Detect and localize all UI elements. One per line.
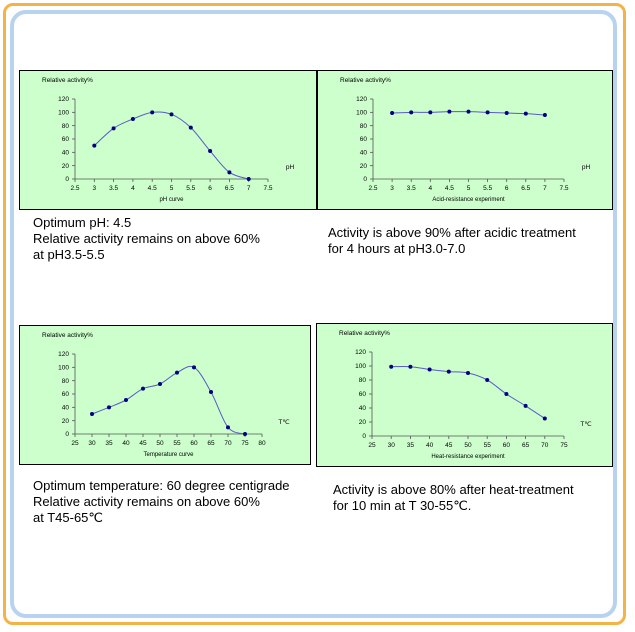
- y-tick-label: 40: [358, 405, 366, 413]
- y-tick-label: 60: [61, 391, 69, 399]
- x-tick-label: 70: [541, 442, 549, 449]
- data-point: [112, 126, 116, 130]
- y-tick-label: 100: [355, 363, 366, 371]
- data-point: [543, 113, 547, 117]
- chart-svg: [20, 71, 316, 209]
- data-point: [158, 382, 162, 386]
- data-point: [107, 405, 111, 409]
- x-tick-label: 3.5: [406, 185, 416, 192]
- x-tick-label: 65: [521, 442, 530, 449]
- data-point: [243, 432, 247, 436]
- data-point: [170, 112, 174, 116]
- x-tick-label: 65: [207, 440, 215, 447]
- data-point: [524, 112, 528, 116]
- data-point: [524, 404, 528, 408]
- y-tick-label: 0: [363, 176, 367, 184]
- x-tick-label: 6: [504, 185, 509, 192]
- x-tick-label: 3: [390, 185, 394, 192]
- acid-resistance-caption: [328, 225, 576, 257]
- x-tick-label: 3: [92, 185, 97, 192]
- x-tick-label: 60: [190, 440, 198, 447]
- data-point: [428, 110, 432, 114]
- data-point: [192, 365, 196, 369]
- data-point: [389, 365, 393, 369]
- x-tick-label: 55: [173, 440, 181, 447]
- y-tick-label: 80: [61, 377, 69, 385]
- x-axis-label: pH: [581, 164, 591, 171]
- x-tick-label: 2.5: [70, 185, 80, 192]
- data-point: [90, 412, 94, 416]
- x-tick-label: 50: [464, 442, 472, 449]
- x-tick-label: 80: [258, 440, 266, 447]
- x-tick-label: 50: [156, 440, 164, 447]
- chart-title: Relative activity%: [340, 77, 391, 84]
- x-axis-label: T℃: [580, 421, 592, 428]
- x-tick-label: 5.5: [186, 185, 196, 192]
- caption-line: Optimum temperature: 60 degree centigrade: [33, 478, 290, 493]
- caption-line: Relative activity remains on above 60%: [33, 231, 260, 246]
- x-tick-label: 35: [406, 442, 415, 449]
- y-tick-label: 80: [61, 122, 69, 130]
- y-tick-label: 20: [359, 162, 367, 170]
- series-line: [94, 112, 248, 179]
- data-point: [504, 392, 508, 396]
- x-axis-label: pH: [285, 164, 295, 171]
- x-tick-label: 5.5: [483, 185, 493, 192]
- data-point: [543, 417, 547, 421]
- x-tick-label: 40: [122, 440, 130, 447]
- x-tick-label: 35: [105, 440, 113, 447]
- caption-line: at T45-65℃: [33, 510, 104, 525]
- data-point: [208, 149, 212, 153]
- x-tick-label: 30: [88, 440, 96, 447]
- y-tick-label: 80: [359, 122, 367, 130]
- y-tick-label: 40: [61, 149, 69, 157]
- caption-line: Activity is above 90% after acidic treatment: [328, 225, 576, 240]
- data-point: [226, 425, 230, 429]
- y-tick-label: 0: [65, 431, 69, 439]
- caption-line: for 4 hours at pH3.0-7.0: [328, 241, 466, 256]
- data-point: [390, 111, 394, 115]
- x-tick-label: 6.5: [224, 185, 234, 192]
- x-tick-label: 4: [428, 185, 433, 192]
- y-tick-label: 20: [61, 162, 69, 170]
- y-tick-label: 60: [359, 136, 367, 144]
- x-tick-label: 3.5: [109, 185, 119, 192]
- data-point: [209, 390, 213, 394]
- series-line: [92, 366, 245, 434]
- x-tick-label: 5: [169, 185, 174, 192]
- y-tick-label: 100: [356, 109, 367, 117]
- data-point: [409, 110, 413, 114]
- y-tick-label: 100: [58, 109, 69, 117]
- data-point: [227, 170, 231, 174]
- caption-line: Relative activity remains on above 60%: [33, 494, 260, 509]
- chart-title: Relative activity%: [42, 332, 93, 339]
- x-tick-label: 75: [241, 440, 249, 447]
- y-tick-label: 40: [61, 404, 69, 412]
- x-tick-label: 60: [502, 442, 511, 449]
- data-point: [141, 387, 145, 391]
- x-tick-label: 45: [139, 440, 147, 447]
- x-tick-label: 7.5: [559, 185, 569, 192]
- chart-subtitle: pH curve: [159, 197, 184, 203]
- chart-subtitle: Temperature curve: [143, 452, 194, 458]
- data-point: [486, 110, 490, 114]
- x-tick-label: 25: [71, 440, 79, 447]
- y-tick-label: 120: [355, 349, 366, 357]
- data-point: [485, 378, 489, 382]
- data-point: [408, 365, 412, 369]
- caption-line: at pH3.5-5.5: [33, 247, 105, 262]
- temperature-curve-caption: [33, 478, 290, 526]
- y-tick-label: 0: [65, 176, 69, 184]
- y-tick-label: 40: [359, 149, 367, 157]
- data-point: [124, 398, 128, 402]
- y-tick-label: 60: [61, 136, 69, 144]
- caption-line: for 10 min at T 30-55℃.: [333, 498, 472, 513]
- y-tick-label: 80: [358, 377, 366, 385]
- data-point: [175, 371, 179, 375]
- data-point: [189, 126, 193, 130]
- x-tick-label: 25: [368, 442, 376, 449]
- data-point: [447, 110, 451, 114]
- chart-svg: [20, 326, 310, 464]
- x-tick-label: 2.5: [368, 185, 378, 192]
- caption-line: Activity is above 80% after heat-treatment: [333, 482, 574, 497]
- caption-line: Optimum pH: 4.5: [33, 215, 132, 230]
- data-point: [467, 110, 471, 114]
- chart-subtitle: Acid-resistance experiment: [432, 197, 505, 203]
- x-axis-label: T℃: [278, 419, 290, 426]
- data-point: [505, 111, 509, 115]
- acid-resistance-chart: [317, 70, 613, 210]
- x-tick-label: 7: [246, 185, 251, 192]
- data-point: [466, 371, 470, 375]
- data-point: [428, 368, 432, 372]
- x-tick-label: 7: [543, 185, 547, 192]
- x-tick-label: 55: [483, 442, 491, 449]
- chart-subtitle: Heat-resistance experiment: [431, 454, 505, 460]
- y-tick-label: 120: [356, 96, 367, 104]
- y-tick-label: 20: [61, 417, 69, 425]
- data-point: [92, 144, 96, 148]
- x-tick-label: 7.5: [263, 185, 273, 192]
- x-tick-label: 75: [560, 442, 568, 449]
- data-point: [447, 370, 451, 374]
- y-tick-label: 0: [362, 433, 366, 441]
- x-tick-label: 4: [131, 185, 135, 192]
- data-point: [131, 117, 135, 121]
- data-point: [247, 177, 251, 181]
- y-tick-label: 120: [58, 351, 69, 359]
- data-point: [150, 110, 154, 114]
- ph-curve-caption: [33, 215, 260, 263]
- x-tick-label: 5: [466, 185, 471, 192]
- x-tick-label: 40: [425, 442, 434, 449]
- x-tick-label: 6.5: [521, 185, 531, 192]
- ph-curve-chart: [19, 70, 317, 210]
- chart-title: Relative activity%: [42, 77, 93, 84]
- heat-resistance-chart: [316, 323, 613, 467]
- x-tick-label: 4.5: [147, 185, 157, 192]
- heat-resistance-caption: [333, 482, 574, 514]
- x-tick-label: 6: [208, 185, 212, 192]
- x-tick-label: 45: [445, 442, 453, 449]
- x-tick-label: 30: [387, 442, 395, 449]
- x-tick-label: 70: [224, 440, 232, 447]
- y-tick-label: 20: [358, 419, 366, 427]
- temperature-curve-chart: [19, 325, 311, 465]
- chart-title: Relative activity%: [339, 330, 390, 337]
- y-tick-label: 100: [58, 364, 69, 372]
- y-tick-label: 120: [58, 96, 69, 104]
- chart-svg: [318, 71, 612, 209]
- x-tick-label: 4.5: [444, 185, 454, 192]
- y-tick-label: 60: [358, 391, 366, 399]
- chart-svg: [317, 324, 612, 466]
